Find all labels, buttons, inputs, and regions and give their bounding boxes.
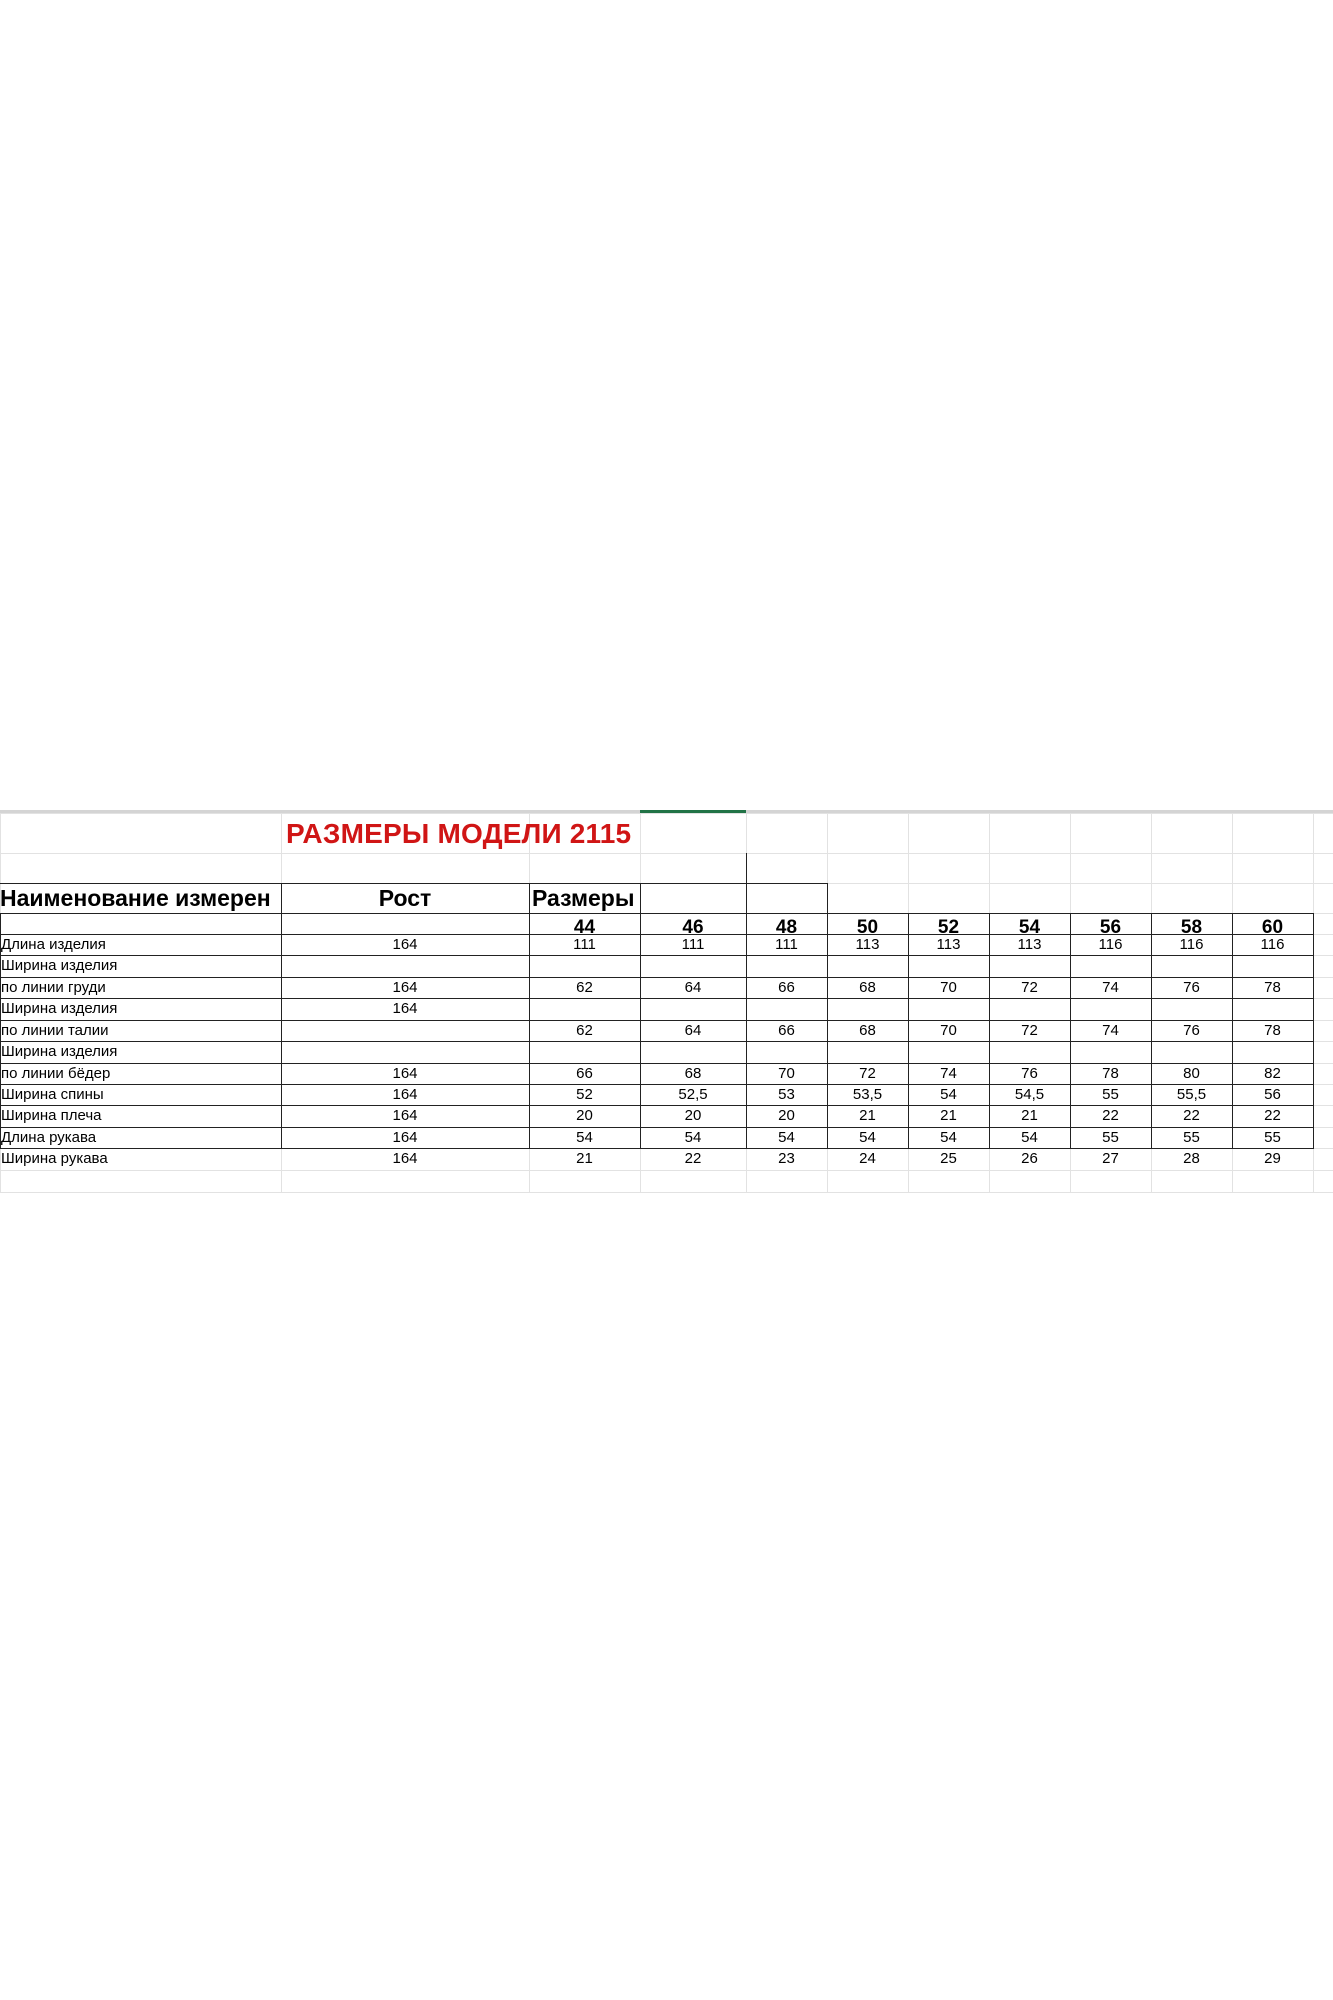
value-cell[interactable]: 116: [1179, 936, 1204, 953]
size-header-44[interactable]: 44: [573, 917, 596, 934]
value-cell[interactable]: 70: [940, 979, 957, 996]
measure-label[interactable]: Ширина изделия: [1, 1043, 118, 1060]
value-cell[interactable]: 113: [855, 936, 880, 953]
value-cell[interactable]: 74: [1102, 979, 1119, 996]
size-header-46[interactable]: 46: [682, 917, 704, 934]
value-cell[interactable]: 22: [1102, 1107, 1119, 1124]
value-cell[interactable]: 72: [1021, 979, 1038, 996]
value-cell[interactable]: 29: [1264, 1150, 1281, 1167]
value-cell[interactable]: 21: [1021, 1107, 1038, 1124]
value-cell[interactable]: 68: [684, 1065, 702, 1082]
size-header-58[interactable]: 58: [1180, 917, 1203, 934]
value-cell[interactable]: 22: [1264, 1107, 1281, 1124]
measure-label[interactable]: по линии талии: [1, 1022, 109, 1039]
size-header-60[interactable]: 60: [1261, 917, 1284, 934]
height-cell[interactable]: 164: [392, 936, 418, 953]
value-cell[interactable]: 113: [936, 936, 961, 953]
size-header-52[interactable]: 52: [937, 917, 960, 934]
height-cell[interactable]: [281, 955, 529, 977]
value-cell[interactable]: 53,5: [852, 1086, 883, 1103]
value-cell[interactable]: 23: [778, 1150, 795, 1167]
value-cell[interactable]: 76: [1183, 1022, 1200, 1039]
value-cell[interactable]: 55: [1183, 1129, 1200, 1146]
size-header-56[interactable]: 56: [1099, 917, 1122, 934]
value-cell[interactable]: 55: [1102, 1129, 1119, 1146]
spreadsheet[interactable]: [0, 810, 1333, 1195]
value-cell[interactable]: 54: [778, 1129, 795, 1146]
value-cell[interactable]: 78: [1102, 1065, 1119, 1082]
height-cell[interactable]: 164: [392, 1086, 418, 1103]
value-cell[interactable]: 27: [1102, 1150, 1119, 1167]
measure-label[interactable]: Длина изделия: [1, 936, 106, 953]
height-cell[interactable]: [281, 1020, 529, 1041]
value-cell[interactable]: [1232, 1041, 1313, 1063]
measure-label[interactable]: Ширина изделия: [1, 957, 118, 974]
value-cell[interactable]: 20: [684, 1107, 702, 1124]
table-border-vertical: [746, 883, 747, 913]
value-cell[interactable]: 26: [1021, 1150, 1038, 1167]
value-cell[interactable]: [1070, 955, 1151, 977]
value-cell[interactable]: 54,5: [1014, 1086, 1045, 1103]
value-cell[interactable]: [746, 998, 827, 1020]
height-cell[interactable]: 164: [392, 1065, 418, 1082]
gridline-horizontal: [0, 813, 1333, 814]
height-cell[interactable]: 164: [392, 1107, 418, 1124]
value-cell[interactable]: [908, 1041, 989, 1063]
value-cell[interactable]: 54: [576, 1129, 593, 1146]
value-cell[interactable]: 111: [573, 936, 596, 953]
measure-label[interactable]: Ширина плеча: [1, 1107, 102, 1124]
value-cell[interactable]: 54: [940, 1086, 957, 1103]
value-cell[interactable]: 54: [1021, 1129, 1038, 1146]
value-cell[interactable]: 64: [684, 1022, 702, 1039]
value-cell[interactable]: [827, 998, 908, 1020]
height-cell[interactable]: 164: [392, 1000, 418, 1017]
value-cell[interactable]: 54: [940, 1129, 957, 1146]
gridline-horizontal: [0, 853, 1333, 854]
header-sizes[interactable]: Размеры: [532, 885, 635, 911]
value-cell[interactable]: [908, 998, 989, 1020]
value-cell[interactable]: 78: [1264, 979, 1281, 996]
value-cell[interactable]: 80: [1183, 1065, 1200, 1082]
value-cell[interactable]: 64: [684, 979, 702, 996]
value-cell[interactable]: [989, 998, 1070, 1020]
value-cell[interactable]: [827, 1041, 908, 1063]
value-cell[interactable]: 116: [1260, 936, 1285, 953]
value-cell[interactable]: [529, 1041, 640, 1063]
value-cell[interactable]: 20: [576, 1107, 593, 1124]
value-cell[interactable]: [529, 955, 640, 977]
value-cell[interactable]: [1232, 998, 1313, 1020]
value-cell[interactable]: [640, 998, 746, 1020]
value-cell[interactable]: 72: [1021, 1022, 1038, 1039]
value-cell[interactable]: 62: [576, 1022, 593, 1039]
value-cell[interactable]: [746, 1041, 827, 1063]
value-cell[interactable]: 54: [684, 1129, 702, 1146]
measure-label[interactable]: Ширина изделия: [1, 1000, 118, 1017]
value-cell[interactable]: 56: [1264, 1086, 1281, 1103]
value-cell[interactable]: [746, 955, 827, 977]
value-cell[interactable]: 68: [859, 979, 876, 996]
measure-label[interactable]: Ширина спины: [1, 1086, 104, 1103]
value-cell[interactable]: [640, 955, 746, 977]
value-cell[interactable]: 55,5: [1176, 1086, 1207, 1103]
table-border-horizontal: [746, 883, 827, 884]
value-cell[interactable]: [1070, 998, 1151, 1020]
gridline-horizontal: [0, 1170, 1333, 1171]
gridline-horizontal: [0, 1192, 1333, 1193]
value-cell[interactable]: 22: [684, 1150, 702, 1167]
value-cell[interactable]: 111: [775, 936, 798, 953]
value-cell[interactable]: 72: [859, 1065, 876, 1082]
table-border-vertical: [746, 853, 747, 883]
value-cell[interactable]: 52: [576, 1086, 593, 1103]
value-cell[interactable]: 76: [1183, 979, 1200, 996]
value-cell[interactable]: 78: [1264, 1022, 1281, 1039]
value-cell[interactable]: [989, 1041, 1070, 1063]
header-height[interactable]: Рост: [378, 885, 432, 911]
sheet-title: РАЗМЕРЫ МОДЕЛИ 2115: [286, 818, 632, 849]
header-measure-name[interactable]: Наименование измерен: [0, 885, 271, 911]
value-cell[interactable]: 111: [681, 936, 705, 953]
size-header-54[interactable]: 54: [1018, 917, 1041, 934]
value-cell[interactable]: 74: [940, 1065, 957, 1082]
size-header-50[interactable]: 50: [856, 917, 879, 934]
value-cell[interactable]: 53: [778, 1086, 795, 1103]
value-cell[interactable]: 52,5: [678, 1086, 708, 1103]
value-cell[interactable]: [1151, 1041, 1232, 1063]
table-border-vertical: [640, 883, 641, 913]
value-cell[interactable]: [908, 955, 989, 977]
height-cell[interactable]: 164: [392, 1129, 418, 1146]
value-cell[interactable]: [1151, 955, 1232, 977]
value-cell[interactable]: 25: [940, 1150, 957, 1167]
value-cell[interactable]: 55: [1264, 1129, 1281, 1146]
value-cell[interactable]: 70: [778, 1065, 795, 1082]
value-cell[interactable]: 22: [1183, 1107, 1200, 1124]
table-border-vertical: [827, 883, 828, 913]
table-border-vertical: [1313, 913, 1314, 1149]
size-header-48[interactable]: 48: [775, 917, 798, 934]
value-cell[interactable]: 66: [778, 979, 795, 996]
value-cell[interactable]: 113: [1017, 936, 1042, 953]
measure-label[interactable]: Длина рукава: [1, 1129, 97, 1146]
value-cell[interactable]: 76: [1021, 1065, 1038, 1082]
height-cell[interactable]: 164: [392, 979, 418, 996]
measure-label[interactable]: Ширина рукава: [1, 1150, 108, 1167]
value-cell[interactable]: 82: [1264, 1065, 1281, 1082]
value-cell[interactable]: 21: [940, 1107, 957, 1124]
value-cell[interactable]: 20: [778, 1107, 795, 1124]
value-cell[interactable]: [640, 1041, 746, 1063]
value-cell[interactable]: [989, 955, 1070, 977]
value-cell[interactable]: 21: [576, 1150, 593, 1167]
value-cell[interactable]: 74: [1102, 1022, 1119, 1039]
value-cell[interactable]: 28: [1183, 1150, 1200, 1167]
value-cell[interactable]: [1151, 998, 1232, 1020]
value-cell[interactable]: [1232, 955, 1313, 977]
measure-label[interactable]: по линии бёдер: [1, 1065, 111, 1082]
value-cell[interactable]: 66: [576, 1065, 593, 1082]
height-cell[interactable]: [281, 1041, 529, 1063]
value-cell[interactable]: 54: [859, 1129, 876, 1146]
value-cell[interactable]: 68: [859, 1022, 876, 1039]
measure-label[interactable]: по линии груди: [1, 979, 106, 996]
value-cell[interactable]: [827, 955, 908, 977]
value-cell[interactable]: 62: [576, 979, 593, 996]
height-cell[interactable]: 164: [392, 1150, 418, 1167]
value-cell[interactable]: 21: [859, 1107, 876, 1124]
value-cell[interactable]: 116: [1098, 936, 1123, 953]
value-cell[interactable]: 66: [778, 1022, 795, 1039]
value-cell[interactable]: 24: [859, 1150, 876, 1167]
value-cell[interactable]: 55: [1102, 1086, 1119, 1103]
value-cell[interactable]: [529, 998, 640, 1020]
value-cell[interactable]: [1070, 1041, 1151, 1063]
value-cell[interactable]: 70: [940, 1022, 957, 1039]
